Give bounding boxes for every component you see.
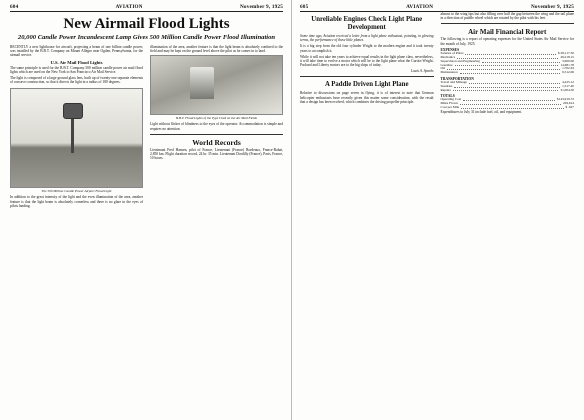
- financial-row-label: Maintenance: [440, 70, 459, 75]
- financial-row-label: Cost per Mile: [440, 104, 460, 109]
- magazine-name: AVIATION: [406, 4, 434, 10]
- leader-dots: [460, 71, 560, 74]
- subhead: 20,000 Candle Power Incandescent Lamp Gives 500 Million Candle Power Flood Illumination: [17, 34, 276, 41]
- financial-section-heading: TOTALS: [440, 93, 455, 98]
- flood-lights-photo: [150, 55, 283, 115]
- financial-section-heading: EXPENSES: [440, 47, 460, 52]
- financial-row-label: Salaries of Pilots: [440, 50, 464, 55]
- financial-intro: The following is a report of operating expenses for the United States Air Mail Service for the month of July, 1925.: [440, 37, 574, 46]
- flood-light-photo: [10, 88, 143, 188]
- article-title: Unreliable Engines Check Light Plane Development: [311, 16, 423, 31]
- body-paragraph: The same principle is used for the B.B.T. Company 500 million candle power air mail flood lights which are used on the New York to San Francisco Air Mail Service.: [10, 65, 143, 74]
- body-paragraph: It is a big step from the old four cylinder Wright to the modern engine and it took twenty years to accomplish it.: [300, 44, 434, 53]
- left-column-1: [10, 45, 143, 210]
- financial-section-heading: TRANSPORTATION: [440, 76, 474, 81]
- financial-row: [441, 89, 575, 93]
- financial-row-value: 9,512.06: [562, 70, 574, 75]
- body-paragraph: In addition to the great intensity of the light and the even illumination of the area, another feature is that the light beam is absolutely cornerless and there is no glare in the eyes of pilots landing.: [10, 195, 143, 208]
- magazine-name: AVIATION: [115, 4, 143, 10]
- leader-dots: [463, 98, 555, 101]
- financial-row: [441, 71, 575, 75]
- financial-row-value: 1,317.40: [562, 83, 574, 88]
- leader-dots: [447, 67, 560, 70]
- body-paragraph: almost to the wing tips but also filling over half the gap between the wing and the tail plane in a direction of paddle wheel which are rotated by the pilot with his feet.: [440, 12, 574, 21]
- financial-row-label: Travel and Mileage: [440, 79, 467, 84]
- intro-paragraph: RECENTLY a new lighthouse for aircraft, projecting a beam of one billion candle power, was installed by the B.B.T. Company on Mount Allegro near Ogden, Pennsylvania, for the airmail service.: [10, 45, 143, 58]
- page-number: 605: [300, 4, 309, 10]
- leader-dots: [454, 85, 560, 88]
- body-paragraph: illumination of the area, another feature is that the light beam is absolutely confined to the field and may be kept on the ground level above the pilot as he comes in to land.: [150, 45, 283, 54]
- financial-row-value: $143,919.72: [557, 96, 574, 101]
- financial-row-value: 14,681.78: [560, 62, 574, 67]
- divider: [300, 76, 434, 77]
- issue-date: November 9, 1925: [530, 4, 574, 10]
- leader-dots: [469, 81, 560, 84]
- divider: [441, 23, 575, 24]
- financial-row-value: 4,225.12: [562, 79, 574, 84]
- right-column-1: [300, 12, 434, 116]
- right-page-header: [300, 4, 574, 12]
- page-number: 604: [10, 4, 19, 10]
- issue-date: November 9, 1925: [239, 4, 283, 10]
- article-title: A Paddle Driven Light Plane: [325, 81, 409, 89]
- byline: Louis A. Sparks: [410, 69, 434, 74]
- financial-row-label: Miles Flown: [440, 100, 458, 105]
- right-column-2: [441, 12, 575, 116]
- photo-caption: The 500 Million Candle Power Airport Flood Light: [41, 189, 112, 194]
- financial-row-value: 49,218.15: [560, 54, 574, 59]
- world-records-title: World Records: [192, 137, 241, 147]
- article-intro: Some time ago, Aviation received a letter from a light plane enthusiast, pointing, in glowing terms, the performance of these little planes.: [300, 34, 434, 43]
- leader-dots: [455, 64, 559, 67]
- financial-report-title: Air Mail Financial Report: [468, 28, 547, 37]
- right-page: [292, 0, 584, 420]
- leader-dots: [465, 52, 556, 55]
- body-paragraph: Relative to discussions on page seven in flying, it is of interest to note that German helicopter enthusiasts have recently given this matter some consideration, with the result that a design has been evolved, which combines the driving propeller principle.: [300, 91, 434, 104]
- body-paragraph: Light without flicker of blindness to the eyes of the operator. Accommodation is simple and requires no attention.: [150, 122, 283, 131]
- world-records-text: Lieutenant Fred Hansen, pilot of France, Lieutenant (France) Bordeaux, France-Rabat, 2,850 km. Flight duration record, 24 hr. 35 min. Lieutenant Dordilly (France), Paris, France, 10 hours.: [150, 147, 283, 161]
- financial-row-label: Repairs: [440, 87, 451, 92]
- financial-row-label: Supervision and Engineering: [440, 58, 480, 63]
- leader-dots: [482, 60, 560, 63]
- divider: [150, 134, 283, 135]
- financial-row-value: 3,000.00: [562, 58, 574, 63]
- financial-footnote: Expenditures to July 31 include fuel, oil, and equipment.: [440, 109, 523, 114]
- section-title: U.S. Air Mail Flood Lights: [50, 59, 103, 65]
- left-column-2: [150, 45, 283, 210]
- body-paragraph: The light is composed of a large ground glass lens, built up of twenty-one separate elements of concave construction, so that it directs the light in a radius of 180 degrees.: [10, 76, 143, 85]
- financial-row-label: Oil: [440, 66, 445, 71]
- financial-row-value: $ 28,117.50: [558, 50, 574, 55]
- headline: New Airmail Flood Lights: [63, 16, 230, 32]
- financial-row-value: $ .627: [565, 104, 574, 109]
- financial-row-label: Operating Cost: [440, 96, 462, 101]
- leader-dots: [461, 106, 563, 109]
- left-columns: [10, 45, 283, 210]
- financial-table: [441, 48, 575, 110]
- financial-row-value: 229,614: [562, 100, 574, 105]
- financial-row-value: 31,004.50: [560, 87, 574, 92]
- right-columns: [300, 12, 574, 116]
- left-page-header: [10, 4, 283, 12]
- financial-row-label: Sundries: [440, 83, 453, 88]
- leader-dots: [460, 102, 561, 105]
- financial-row-value: 1,702.63: [562, 66, 574, 71]
- leader-dots: [453, 89, 559, 92]
- financial-row-label: Gasoline: [440, 62, 453, 67]
- photo-caption: B.B.T. Flood Lights of the Type Used on the Air Mail Fields: [176, 116, 257, 121]
- financial-row-label: Mechanics: [440, 54, 456, 59]
- body-paragraph: While it will not take ten years to achieve equal results in the light plane class, nevertheless, it will take time to evolve a motor which will be to the light plane what the Curtiss-Wright, Packard and Liberty motors are to the big ships of today.: [300, 54, 434, 68]
